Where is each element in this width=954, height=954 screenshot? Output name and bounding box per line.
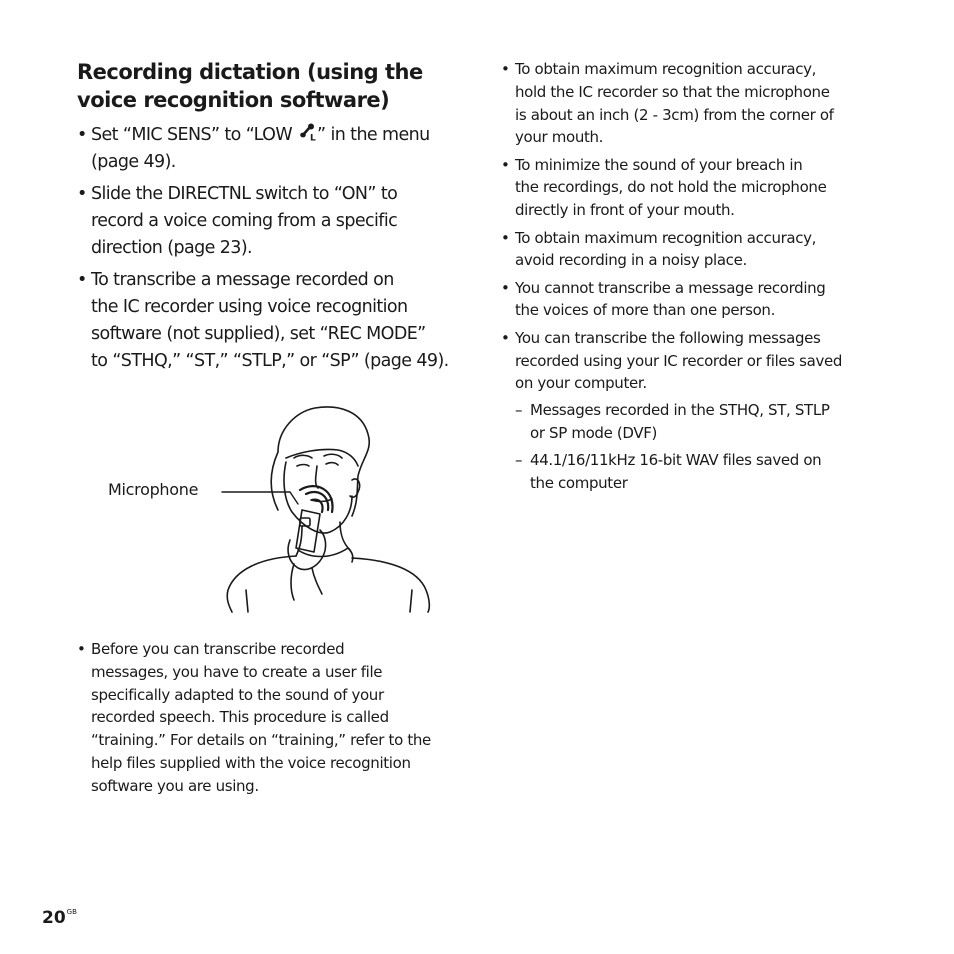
svg-text:L: L	[310, 133, 316, 141]
list-item	[77, 181, 467, 262]
bullet: •	[77, 184, 87, 204]
text-line: You can transcribe the following messages	[515, 328, 821, 347]
text-fragment: Set “MIC SENS” to “LOW	[91, 125, 298, 145]
text-line: the IC recorder using voice recognition	[91, 297, 408, 317]
bullet: •	[501, 278, 510, 297]
text-line: messages, you have to create a user file	[91, 662, 383, 681]
text-line: your mouth.	[515, 128, 604, 147]
text-line: help files supplied with the voice recognition	[91, 753, 411, 772]
list-item	[501, 277, 911, 323]
text-line: directly in front of your mouth.	[515, 201, 735, 220]
bullet: •	[501, 60, 510, 78]
dictation-illustration	[100, 400, 440, 620]
page-number	[42, 908, 77, 928]
dash: –	[515, 451, 523, 470]
sub-list-item	[515, 449, 911, 495]
text-line: recorded speech. This procedure is called	[91, 708, 389, 727]
list-item	[77, 638, 467, 798]
text-line: the recordings, do not hold the microphone	[515, 178, 827, 197]
text-line: the voices of more than one person.	[515, 301, 775, 320]
list-item	[77, 122, 467, 176]
text-line: avoid recording in a noisy place.	[515, 251, 747, 270]
person-holding-recorder-drawing	[100, 400, 440, 620]
text-line: “training.” For details on “training,” refer to the	[91, 731, 431, 750]
text-line: (page 49).	[91, 152, 176, 172]
text-line: is about an inch (2 - 3cm) from the corner of	[515, 105, 834, 124]
list-item	[501, 154, 911, 222]
bullet: •	[77, 270, 87, 290]
text-line	[91, 122, 467, 149]
text-line: software you are using.	[91, 776, 259, 795]
text-line: To obtain maximum recognition accuracy,	[515, 60, 817, 78]
page-number-value: 20	[42, 908, 66, 928]
heading-line: voice recognition software)	[77, 88, 390, 112]
bullet: •	[501, 155, 510, 174]
text-line: hold the IC recorder so that the microphone	[515, 82, 830, 101]
text-line: Before you can transcribe recorded	[91, 640, 345, 658]
text-line: software (not supplied), set “REC MODE”	[91, 324, 426, 344]
dash: –	[515, 401, 523, 420]
text-line: record a voice coming from a specific	[91, 211, 398, 231]
heading-line: Recording dictation (using the	[77, 60, 423, 84]
text-line: 44.1/16/11kHz 16-bit WAV files saved on	[530, 451, 822, 470]
text-line: To minimize the sound of your breach in	[515, 155, 803, 174]
section-heading	[77, 58, 457, 114]
bullet: •	[501, 328, 510, 347]
text-line: Slide the DIRECTNL switch to “ON” to	[91, 184, 398, 204]
bullet: •	[501, 228, 510, 247]
text-line: direction (page 23).	[91, 238, 253, 258]
sub-list-item	[515, 399, 911, 445]
text-line: Messages recorded in the STHQ, ST, STLP	[530, 401, 830, 420]
right-bullet-list	[501, 58, 911, 499]
left-bullet-list	[77, 122, 467, 380]
list-item	[77, 267, 467, 375]
text-line: on your computer.	[515, 374, 647, 393]
text-line: the computer	[530, 474, 628, 493]
text-fragment: ” in the menu	[317, 125, 430, 145]
bullet: •	[77, 640, 86, 658]
sub-list	[515, 399, 911, 495]
text-line: To transcribe a message recorded on	[91, 270, 394, 290]
text-line: You cannot transcribe a message recording	[515, 278, 826, 297]
page-region-suffix: GB	[66, 908, 77, 916]
microphone-label: Microphone	[108, 480, 199, 499]
list-item	[501, 227, 911, 273]
text-line: specifically adapted to the sound of your	[91, 685, 384, 704]
bullet: •	[77, 125, 87, 145]
text-line: to “STHQ,” “ST,” “STLP,” or “SP” (page 49).	[91, 351, 449, 371]
bottom-bullet-list	[77, 638, 467, 798]
mic-low-icon	[297, 123, 317, 141]
list-item	[501, 58, 911, 149]
text-line: recorded using your IC recorder or files saved	[515, 351, 843, 370]
text-line: To obtain maximum recognition accuracy,	[515, 228, 817, 247]
text-line: or SP mode (DVF)	[530, 423, 658, 442]
list-item	[501, 327, 911, 495]
